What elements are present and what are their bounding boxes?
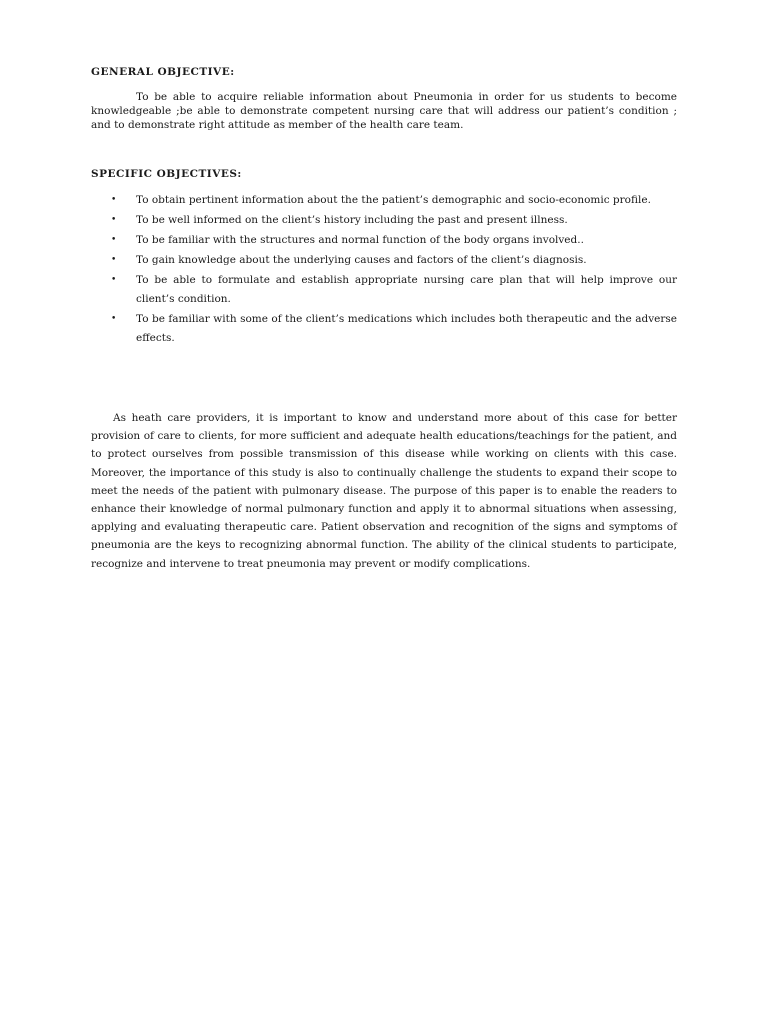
list-item-text: To be able to formulate and establish appropriate nursing care plan that will help improve our client’s condition. bbox=[136, 274, 677, 305]
bullet-icon: • bbox=[111, 195, 117, 205]
list-item bbox=[91, 211, 677, 230]
list-item bbox=[91, 231, 677, 250]
list-item bbox=[91, 191, 677, 210]
list-item-text: To obtain pertinent information about the the patient’s demographic and socio-economic profile. bbox=[136, 194, 651, 206]
bullet-icon: • bbox=[111, 314, 117, 324]
bullet-icon: • bbox=[111, 275, 117, 285]
list-item bbox=[91, 310, 677, 348]
bullet-icon: • bbox=[111, 235, 117, 245]
specific-objectives-list bbox=[91, 191, 677, 349]
list-item-text: To be familiar with the structures and normal function of the body organs involved.. bbox=[136, 234, 584, 246]
list-item-text: To gain knowledge about the underlying causes and factors of the client’s diagnosis. bbox=[136, 254, 587, 266]
body-paragraph: As heath care providers, it is important to know and understand more about of this case for better provision of care to clients, for more sufficient and adequate health educations/teachings for the patient, and to protect ourselves from possible transmission of this disease while working on clients with this case. Moreover, the importance of this study is also to continually challenge the students to expand their scope to meet the needs of the patient with pulmonary disease. The purpose of this paper is to enable the readers to enhance their knowledge of normal pulmonary function and apply it to abnormal situations when assessing, applying and evaluating therapeutic care. Patient observation and recognition of the signs and symptoms of pneumonia are the keys to recognizing abnormal function. The ability of the clinical students to participate, recognize and intervene to treat pneumonia may prevent or modify complications. bbox=[91, 412, 677, 570]
general-objective-heading: GENERAL OBJECTIVE: bbox=[91, 66, 235, 78]
bullet-icon: • bbox=[111, 255, 117, 265]
specific-objectives-heading: SPECIFIC OBJECTIVES: bbox=[91, 168, 242, 180]
list-item bbox=[91, 251, 677, 270]
list-item bbox=[91, 271, 677, 309]
general-objective-paragraph: To be able to acquire reliable information about Pneumonia in order for us students to become knowledgeable ;be able to demonstrate competent nursing care that will address our patient’s condition ; and to demonstrate right attitude as member of the health care team. bbox=[91, 91, 677, 131]
list-item-text: To be familiar with some of the client’s medications which includes both therapeutic and the adverse effects. bbox=[136, 313, 677, 344]
list-item-text: To be well informed on the client’s history including the past and present illness. bbox=[136, 214, 568, 226]
bullet-icon: • bbox=[111, 215, 117, 225]
